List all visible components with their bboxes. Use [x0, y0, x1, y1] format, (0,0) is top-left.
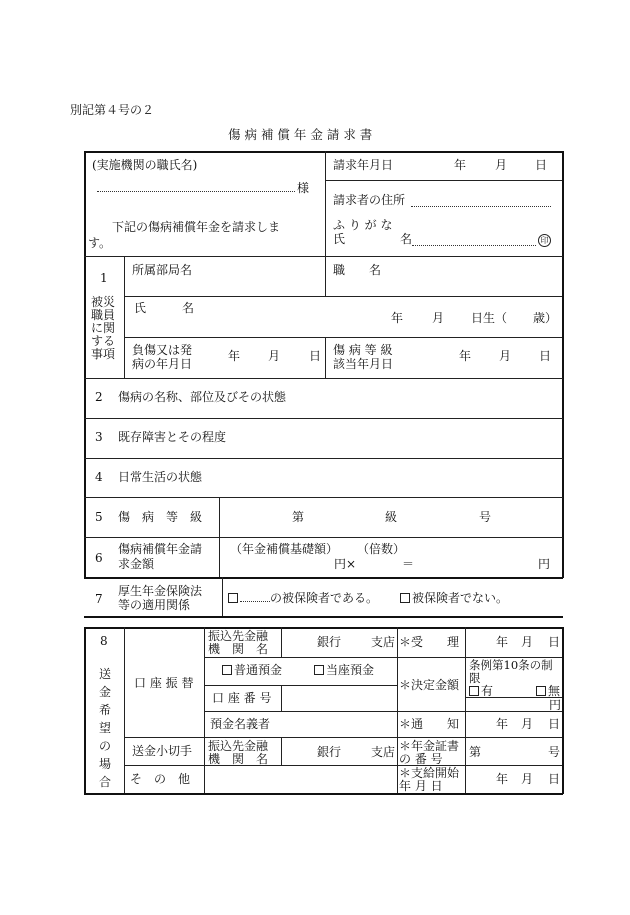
section-7-label: 厚生年金保険法 — [118, 584, 203, 598]
grid-line — [124, 256, 125, 378]
year-label: 年 — [496, 772, 509, 786]
account-number-label: 口 座 番 号 — [212, 691, 272, 705]
checkbox[interactable] — [228, 593, 238, 603]
agency-name-field[interactable] — [97, 191, 295, 192]
birth-month-label: 月 — [432, 311, 445, 325]
day-label: 日 — [535, 158, 548, 172]
ari-text: 有 — [481, 684, 494, 698]
section-7-number: 7 — [95, 592, 103, 606]
grid-line — [204, 685, 397, 686]
touza-option[interactable] — [314, 663, 374, 677]
year-label: 年 — [496, 635, 509, 649]
table-border — [84, 627, 86, 794]
grid-line — [325, 256, 326, 296]
side-label-char: 金 — [99, 685, 112, 699]
section-8-number: 8 — [100, 634, 108, 648]
bank-transfer-label: 口 座 振 替 — [134, 676, 194, 690]
not-insured-text: 被保険者でない。 — [412, 591, 509, 605]
section-4-number: 4 — [95, 470, 103, 484]
month-label: 月 — [521, 635, 534, 649]
request-date-label: 請求年月日 — [333, 158, 394, 172]
cert-number-label: ＊年金証書 — [399, 739, 460, 753]
grid-line — [124, 296, 562, 297]
month-label: 月 — [521, 772, 534, 786]
side-label-char: 望 — [99, 721, 112, 735]
nashi-text: 無 — [548, 684, 561, 698]
grid-line — [204, 657, 397, 658]
section-1-number: 1 — [100, 271, 108, 285]
table-border — [84, 616, 563, 618]
agency-label: (実施機関の職氏名) — [92, 158, 198, 172]
nashi-option[interactable] — [536, 684, 560, 698]
form-title: 傷 病 補 償 年 金 請 求 書 — [228, 127, 373, 142]
kyu-label: 級 — [385, 510, 398, 524]
grid-line — [124, 627, 125, 793]
bank-suffix: 銀行 — [317, 745, 342, 759]
section-5-label: 傷 病 等 級 — [118, 510, 203, 524]
grid-line — [124, 337, 562, 338]
side-label-char: 送 — [99, 667, 112, 681]
insured-law-field[interactable] — [240, 591, 270, 602]
go-label: 号 — [479, 510, 492, 524]
not-insured-option[interactable] — [400, 591, 508, 605]
side-label-char: 被災 — [91, 295, 116, 309]
section-2-number: 2 — [95, 390, 103, 404]
checkbox[interactable] — [469, 686, 479, 696]
section-3-number: 3 — [95, 430, 103, 444]
grid-line — [204, 711, 562, 712]
grid-line — [84, 378, 563, 379]
requester-name-field[interactable] — [412, 245, 536, 246]
table-border — [84, 151, 563, 153]
check-bank-label: 振込先金融 — [208, 739, 269, 753]
grid-line — [124, 765, 562, 766]
check-bank-label-2: 機 関 名 — [208, 752, 269, 766]
seal-mark: 印 — [538, 234, 551, 247]
injury-date-label: 負傷又は発 — [132, 343, 193, 357]
grid-line — [325, 337, 326, 378]
grid-line — [281, 627, 282, 657]
side-label-char: 事項 — [91, 347, 116, 361]
address-field[interactable] — [411, 206, 551, 207]
month-label: 月 — [495, 158, 508, 172]
yen-label: 円 — [538, 557, 551, 571]
futsuu-text: 普通預金 — [234, 663, 283, 677]
day-label: 日 — [548, 772, 561, 786]
futsuu-option[interactable] — [222, 663, 282, 677]
go-label: 号 — [548, 745, 561, 759]
day-label: 日 — [539, 349, 552, 363]
checkbox[interactable] — [314, 665, 324, 675]
insured-text: の被保険者である。 — [270, 591, 379, 605]
equals-label: ＝ — [402, 557, 415, 571]
table-border — [84, 577, 563, 579]
table-border — [562, 151, 564, 578]
day-label: 日 — [548, 717, 561, 731]
age-label: 歳） — [533, 311, 558, 325]
grid-line — [84, 256, 563, 257]
grid-line — [397, 627, 398, 793]
bank-name-label-2: 機 関 名 — [208, 642, 269, 656]
account-holder-label: 預金名義者 — [210, 717, 271, 731]
grid-line — [84, 497, 563, 498]
multiplier-label: （倍数） — [357, 542, 406, 556]
check-label: 送金小切手 — [132, 744, 193, 758]
month-label: 月 — [268, 349, 281, 363]
month-label: 月 — [499, 349, 512, 363]
branch-suffix: 支店 — [371, 745, 396, 759]
side-label-char: 職員 — [91, 308, 116, 322]
section-6-label: 傷病補償年金請 — [118, 542, 203, 556]
section-2-label: 傷病の名称、部位及びその状態 — [118, 390, 287, 404]
insured-option[interactable] — [228, 591, 378, 605]
grid-line — [204, 627, 205, 793]
day-label: 日 — [309, 349, 322, 363]
injury-date-label-2: 病の年月日 — [132, 357, 193, 371]
side-label-char: する — [91, 334, 116, 348]
year-label: 年 — [459, 349, 472, 363]
side-label-char: 希 — [99, 703, 112, 717]
form-number: 別記第４号の２ — [70, 103, 155, 117]
checkbox[interactable] — [222, 665, 232, 675]
request-statement: 下記の傷病補償年金を請求しま — [112, 220, 281, 234]
decided-amount-label: ＊決定金額 — [399, 678, 460, 692]
side-label-char: の — [99, 739, 112, 753]
grid-line — [281, 737, 282, 765]
grid-line — [325, 151, 326, 256]
other-label: そ の 他 — [130, 772, 191, 786]
grid-line — [465, 627, 466, 793]
grid-line — [325, 180, 562, 181]
notice-label: ＊通 知 — [399, 717, 460, 731]
section-6-number: 6 — [95, 551, 103, 565]
request-statement-end: す。 — [88, 236, 112, 250]
year-label: 年 — [228, 349, 241, 363]
branch-suffix: 支店 — [371, 635, 396, 649]
table-border — [84, 151, 86, 578]
bank-name-label: 振込先金融 — [208, 629, 269, 643]
receipt-label: ＊受 理 — [399, 635, 460, 649]
grid-line — [124, 737, 562, 738]
section-7-label-2: 等の適用関係 — [118, 598, 191, 612]
table-border — [562, 627, 564, 794]
bank-suffix: 銀行 — [317, 635, 342, 649]
year-label: 年 — [496, 717, 509, 731]
dai-label: 第 — [292, 510, 305, 524]
furigana-label: ふ り が な — [333, 218, 393, 232]
grid-line — [84, 537, 563, 538]
checkbox[interactable] — [536, 686, 546, 696]
table-border — [84, 793, 563, 795]
year-label: 年 — [454, 158, 467, 172]
cert-number-label-2: の 番 号 — [399, 752, 443, 766]
jorei-label: 条例第10条の制 — [469, 658, 553, 672]
section-5-number: 5 — [95, 510, 103, 524]
yen-label: 円 — [549, 698, 562, 712]
day-label: 日 — [548, 635, 561, 649]
side-label-char: に関 — [91, 321, 116, 335]
birth-year-label: 年 — [391, 311, 404, 325]
section-3-label: 既存障害とその程度 — [118, 430, 227, 444]
month-label: 月 — [521, 717, 534, 731]
ari-option[interactable] — [469, 684, 493, 698]
grade-date-label: 傷 病 等 級 — [333, 343, 393, 357]
dept-label: 所属部局名 — [132, 263, 193, 277]
birth-day-label: 日生（ — [471, 311, 508, 325]
section-6-label-2: 求金額 — [118, 557, 155, 571]
sama-suffix: 様 — [297, 181, 310, 195]
dai-label: 第 — [469, 745, 482, 759]
address-label: 請求者の住所 — [333, 193, 406, 207]
start-date-label-2: 年 月 日 — [399, 779, 443, 793]
base-amount-label: （年金補償基礎額） — [230, 542, 339, 556]
victim-name-label: 氏 名 — [134, 301, 195, 315]
name-label-left: 氏 — [333, 232, 346, 246]
table-border — [84, 627, 563, 629]
side-label-char: 合 — [99, 775, 112, 789]
grade-date-label-2: 該当年月日 — [333, 357, 394, 371]
touza-text: 当座預金 — [326, 663, 375, 677]
job-label: 職 名 — [333, 263, 382, 277]
grid-line — [281, 685, 282, 711]
yen-times-label: 円× — [334, 557, 357, 571]
name-label-right: 名 — [400, 232, 413, 246]
checkbox[interactable] — [400, 593, 410, 603]
side-label-char: 場 — [99, 757, 112, 771]
grid-line — [84, 418, 563, 419]
jorei-label-2: 限 — [469, 671, 481, 685]
grid-line — [222, 577, 223, 617]
section-4-label: 日常生活の状態 — [118, 470, 203, 484]
start-date-label: ＊支給開始 — [399, 766, 460, 780]
grid-line — [84, 458, 563, 459]
